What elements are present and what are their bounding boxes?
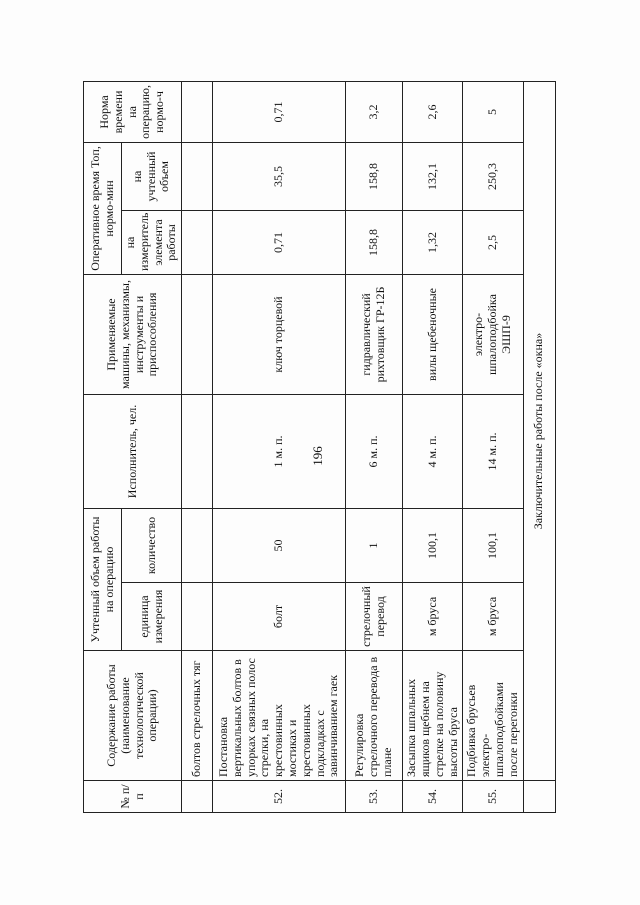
row-per-unit: 0,71 [213, 210, 346, 274]
row-quantity: 1 [346, 508, 403, 582]
table-row [213, 81, 346, 812]
section-row [523, 81, 555, 812]
row-quantity: 100,1 [463, 508, 523, 582]
row-machines: электро-шпалоподбойка ЭШП-9 [463, 274, 523, 394]
header-row-top [84, 81, 122, 812]
norms-table [83, 81, 556, 813]
row-per-volume: 158,8 [346, 142, 403, 210]
row-unit: стрелочный перевод [346, 583, 403, 651]
row-executor: 14 м. п. [463, 394, 523, 508]
header-num: № п/п [84, 781, 182, 813]
row-machines: вилы щебеночные [403, 274, 463, 394]
row-per-unit: 158,8 [346, 210, 403, 274]
row-num: 54. [403, 781, 463, 813]
row-norm: 0,71 [213, 81, 346, 142]
row-norm: 3,2 [346, 81, 403, 142]
page-number: 196 [310, 446, 325, 466]
row-executor: 4 м. п. [403, 394, 463, 508]
row-num: 55. [463, 781, 523, 813]
row-norm: 5 [463, 81, 523, 142]
row-unit: м бруса [463, 583, 523, 651]
row-machines: гидравлический рихтовщик ГР-12Б [346, 274, 403, 394]
row-unit: болт [213, 583, 346, 651]
row-quantity: 50 [213, 508, 346, 582]
header-per-unit: на измеритель элемента работы [122, 210, 182, 274]
table-row [346, 81, 403, 812]
row-content: Подбивка брусьев электро-шпалоподбойками после перегонки [463, 651, 523, 781]
continuation-row [182, 81, 213, 812]
header-norm: Норма времени на операцию, нормо-ч [84, 81, 182, 142]
header-content: Содержание работы (наименование технологической операции) [84, 651, 182, 781]
continuation-text: болтов стрелочных тяг [182, 651, 213, 781]
header-unit: единица измерения [122, 583, 182, 651]
row-per-volume: 132,1 [403, 142, 463, 210]
row-per-volume: 35,5 [213, 142, 346, 210]
row-executor: 6 м. п. [346, 394, 403, 508]
final-section-title: Заключительные работы после «окна» [523, 81, 555, 780]
row-per-unit: 2,5 [463, 210, 523, 274]
header-quantity: количество [122, 508, 182, 582]
header-executor: Исполнитель, чел. [84, 394, 182, 508]
row-machines: ключ торцевой [213, 274, 346, 394]
row-num: 52. [213, 781, 346, 813]
row-norm: 2,6 [403, 81, 463, 142]
row-executor: 1 м. п. [213, 394, 346, 508]
row-unit: м бруса [403, 583, 463, 651]
header-volume: Учтенный объем работы на операцию [84, 508, 122, 650]
rotated-table-container [83, 82, 546, 813]
row-per-unit: 1,32 [403, 210, 463, 274]
row-quantity: 100,1 [403, 508, 463, 582]
table-row [403, 81, 463, 812]
header-machines: Применяемые машины, механизмы, инструменты и приспособления [84, 274, 182, 394]
header-per-volume: на учтенный объем [122, 142, 182, 210]
row-content: Засыпка шпальных ящиков щебнем на стрелке на половину высоты бруса [403, 651, 463, 781]
header-op-time: Оперативное время Топ, нормо-мин [84, 142, 122, 274]
row-content: Постановка вертикальных болтов в упорках связных полос стрелки, на крестовинных мостиках и крестовинных подкладках с завинчиванием гаек [213, 651, 346, 781]
row-per-volume: 250,3 [463, 142, 523, 210]
row-num: 53. [346, 781, 403, 813]
row-content: Регулировка стрелочного перевода в плане [346, 651, 403, 781]
table-row [463, 81, 523, 812]
